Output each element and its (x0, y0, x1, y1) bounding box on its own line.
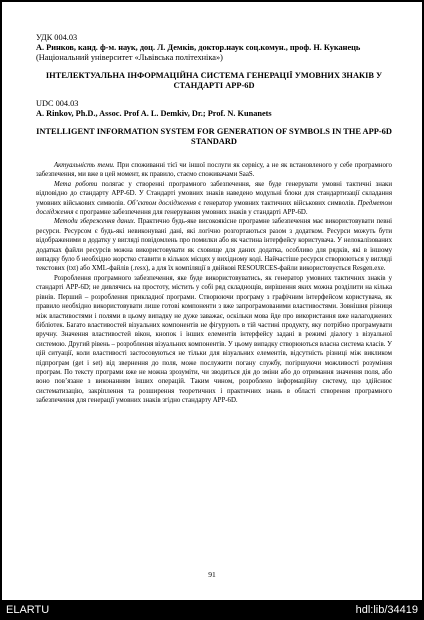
document-page (2, 2, 422, 600)
affiliation-ua: (Національний університет «Львівська політехніка») (36, 53, 223, 62)
page-number: 91 (208, 570, 216, 579)
udc-ua: УДК 004.03 (36, 33, 78, 42)
paragraph-development: Розроблення програмного забезпечення, яке буде використовуватись, як генератор умовних тактичних знаків у стандарті APP-6D; не дивлячись на простоту, містить у собі ряд складнощів, вирішення яких можна розділити на кілька рівнів. Перший – розроблення прикладної програми. Створюючи програму з графічним інтерфейсом користувача, як правило необхідно використовувати лише готові компоненти з вже запрограмованими властивостями. Зовнішня різниця між властивостями і полями в цьому випадку не дуже заважає, оскільки мова йде про використання вже налагоджених бібліотек. Багато властивостей візуальних компонентів не фігурують в тій частині продукту, яку потрібно програмувати вручну. Значення властивостей вікон, кнопок і інших елементів інтерфейсу задані в режимі діалогу з візуальної системою. Другий рівень – розроблення візуальних компонентів. У цьому випадку створюються власна система класів. У цій ситуації, коли властивості застосовуються не тільки для візуальних елементів, відсутність різниці між викликом підпрограм (get і set) від звернення до поля, може послужити погану службу, погіршуючи можливості розуміння програм. По тексту програми вже не можна зрозуміти, чи зводиться дія до зміни або до отримання значення поля, або воно пов’язане з виконанням інших операцій. Таким чином, розроблено інформаційну систему, що здійснює систематизацію, закріплення та розширення теоретичних і практичних знань в області створення програмного забезпечення для генерації умовних знаків згідно стандарту APP-6D. (36, 274, 392, 405)
title-ua: ІНТЕЛЕКТУАЛЬНА ІНФОРМАЦІЙНА СИСТЕМА ГЕНЕРАЦІЇ УМОВНИХ ЗНАКІВ У СТАНДАРТІ APP-6D (45, 71, 383, 90)
title-en: INTELLIGENT INFORMATION SYSTEM FOR GENERATION OF SYMBOLS IN THE APP-6D STANDARD (36, 127, 392, 146)
paragraph-goal: Мета роботи полягає у створенні програмного забезпечення, яке буде генерувати умовні тактичні знаки відповідно до стандарту APP-6D. У Стандарті умовних знаків наведено модульні блоки для стандартизації складання умовних військових символів. Об’єктом дослідження є генератор умовних тактичних військових символів. Предметом дослідження є програмне забезпечення для генерування умовних знаків у стандарті APP-6D. (36, 180, 392, 217)
udc-en: UDC 004.03 (36, 99, 79, 108)
paragraph-methods: Методи збереження даних. Практично будь-яке високоякісне програмне забезпечення має використовувати певні ресурси. Ресурсом є будь-які невиконувані дані, які логічно розгортаються разом з додатком. Ресурси можуть бути відображеними в додатку у вигляді повідомлень про помилки або як частина інтерфейсу користувача. У нелокалізованих додатках файли ресурсів можна використовувати як сховище для даних додатка, особливо для рядків, які в іншому випадку було б необхідно жорстко ставити в кількох місцях у вихідному коді. Найчастіше ресурси створюються у вигляді текстових (txt) або XML-файлів (.resx), а для їх компіляції в двійкові RESOURCES-файли використовується Resgen.exe. (36, 218, 392, 273)
repository-footer (0, 600, 424, 620)
paragraph-relevance: Актуальність теми. При споживанні тієї чи іншої послуги як сервісу, а не як встановленого у себе програмного забезпечення, ми вже в цей момент, як правило, стаємо споживачами SaaS. (36, 162, 392, 179)
article-content (36, 33, 392, 406)
authors-ua: А. Ринков, канд. ф-м. наук, доц. Л. Демків, доктор.наук соц.комун., проф. Н. Куканець (36, 43, 361, 52)
repository-name: ELARTU (6, 604, 50, 616)
handle-id: hdl:lib/34419 (355, 604, 418, 616)
authors-en: A. Rinkov, Ph.D., Assoc. Prof A. L. Demkiv, Dr.; Prof. N. Kunanets (36, 109, 272, 118)
